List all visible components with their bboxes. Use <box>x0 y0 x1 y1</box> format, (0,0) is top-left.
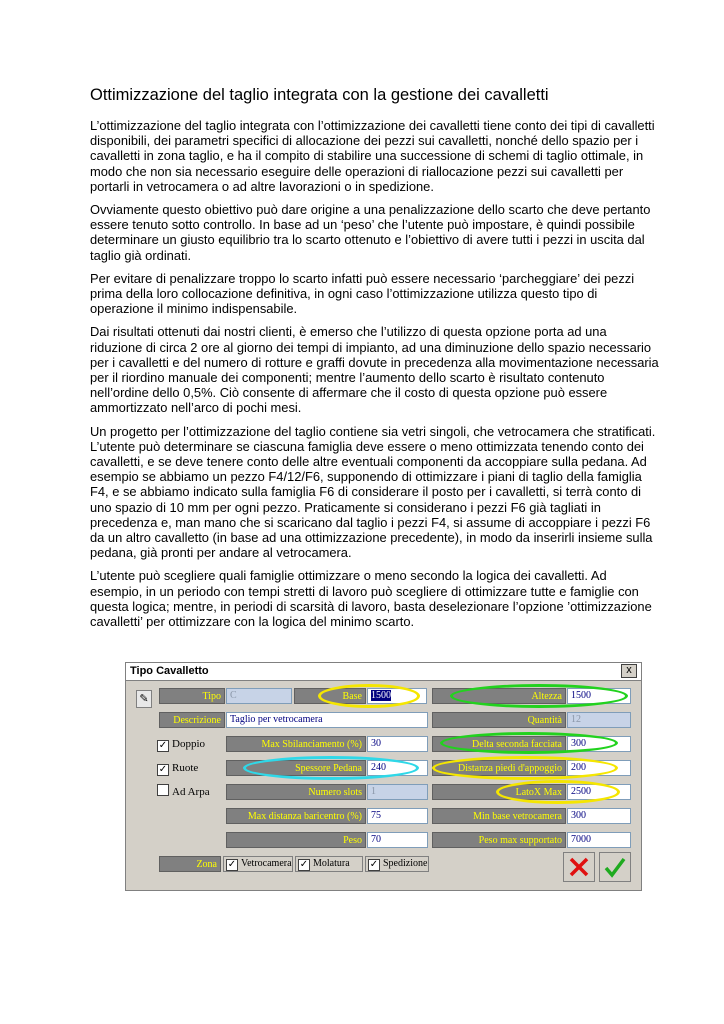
peso-label: Peso <box>226 832 366 848</box>
altezza-label: Altezza <box>432 688 566 704</box>
delta-field[interactable]: 300 <box>567 736 631 752</box>
peso-max-field[interactable]: 7000 <box>567 832 631 848</box>
page-title: Ottimizzazione del taglio integrata con la gestione dei cavalletti <box>90 86 549 104</box>
highlight-ellipse-base <box>318 684 420 708</box>
descrizione-field[interactable]: Taglio per vetrocamera <box>226 712 428 728</box>
ok-button[interactable] <box>599 852 631 882</box>
checkbox-empty-icon <box>157 784 169 796</box>
close-button[interactable]: x <box>621 664 637 678</box>
min-base-field[interactable]: 300 <box>567 808 631 824</box>
highlight-ellipse-delta <box>440 732 618 754</box>
paragraph-3: Per evitare di penalizzare troppo lo scarto infatti può essere necessario ‘parcheggiare’ dei pezzi prima della loro collocazione definitiva, in ogni caso l’ottimizzazione utilizza questo tipo di operazione il minimo indispensabile. <box>90 270 635 317</box>
green-check-icon <box>600 853 630 881</box>
paragraph-4: Dai risultati ottenuti dai nostri clienti, è emerso che l’utilizzo di questa opzione porta ad una riduzione di circa 2 ore al giorno dei tempi di impianto, ad una diminuzione dello spazio necessario per i cavalletti e del numero di rotture e graffi dovute in precedenza alla movimentazione necessaria per il riordino manuale dei componenti; mentre l’aumento dello scarto è risultato contenuto nell’ordine dello 0,5%. Ciò consente di affermare che il costo di questa opzione può essere ammortizzato nell’arco di pochi mesi. <box>90 324 659 416</box>
ad-arpa-label: Ad Arpa <box>172 786 210 798</box>
check-icon: ✓ <box>158 740 168 751</box>
numero-slots-field[interactable]: 1 <box>367 784 428 800</box>
highlight-ellipse-latox <box>496 780 620 804</box>
zona-label: Zona <box>159 856 221 872</box>
vetrocamera-checkbox[interactable] <box>223 856 293 872</box>
paragraph-2: Ovviamente questo obiettivo può dare origine a una penalizzazione dello scarto che deve pertanto essere tenuto sotto controllo. In base ad un ‘peso’ che l’utente può impostare, è quindi possibile determinare un giusto equilibrio tra lo scarto ottenuto e l’obiettivo di avere tutti i pezzi in uscita dal taglio già ordinati. <box>90 202 651 263</box>
base-label: Base <box>294 688 366 704</box>
ruote-label: Ruote <box>172 762 199 774</box>
numero-slots-label: Numero slots <box>226 784 366 800</box>
distanza-piedi-label: Distanza piedi d'appoggio <box>432 760 566 776</box>
ad-arpa-checkbox[interactable] <box>157 784 210 800</box>
doppio-checkbox[interactable] <box>157 736 205 752</box>
vetrocamera-label: Vetrocamera <box>241 858 292 869</box>
paragraph-6: L’utente può scegliere quali famiglie ottimizzare o meno secondo la logica dei cavalletti. Ad esempio, in un periodo con tempi stretti di lavoro può scegliere di ottimizzare tutte e famiglie con questa logica; mentre, in periodi di scarsità di lavoro, basta deselezionare l’opzione ’ottimizzazione cavalletti’ per ottimizzare con la logica del minimo scarto. <box>90 568 652 630</box>
latox-field[interactable]: 2500 <box>567 784 631 800</box>
red-x-icon <box>564 853 594 881</box>
tool-icon[interactable]: ✎ <box>136 690 152 708</box>
max-distanza-field[interactable]: 75 <box>367 808 428 824</box>
check-icon: ✓ <box>299 859 309 870</box>
base-value: 1500 <box>371 690 391 701</box>
altezza-field[interactable]: 1500 <box>567 688 631 704</box>
paragraph-5: Un progetto per l’ottimizzazione del taglio contiene sia vetri singoli, che vetrocamera che stratificati. L’utente può determinare se ciascuna famiglia deve essere o meno ottimizzata tenendo conto dei cavalletti, e se deve tenere conto delle altre eventuali componenti da accoppiare sulla pedana. Ad esempio se abbiamo un pezzo F4/12/F6, supponendo di ottimizzare i piani di taglio della famiglia F4, e se abbiamo indicato sulla famiglia F6 di considerare il posto per i cavalletti, si terrà conto di uno spazio di 10 mm per ogni pezzo. Praticamente si considerano i pezzi F6 già tagliati in precedenza e, man mano che si scaricano dal taglio i pezzi F4, si assume di accoppiare i pezzi F6 da un altro cavalletto (in base ad una ottimizzazione precedente), in modo da inserirli insieme sulla pedana, già pronti per andare al vetrocamera. <box>90 423 656 561</box>
highlight-ellipse-spessore <box>243 756 419 780</box>
peso-field[interactable]: 70 <box>367 832 428 848</box>
delta-label: Delta seconda facciata <box>432 736 566 752</box>
max-sbilanciamento-label: Max Sbilanciamento (%) <box>226 736 366 752</box>
min-base-label: Min base vetrocamera <box>432 808 566 824</box>
spedizione-checkbox[interactable] <box>365 856 429 872</box>
ruote-checkbox[interactable] <box>157 760 198 776</box>
spessore-field[interactable]: 240 <box>367 760 428 776</box>
doppio-label: Doppio <box>172 738 205 750</box>
tipo-label: Tipo <box>159 688 225 704</box>
check-icon: ✓ <box>227 859 237 870</box>
spedizione-label: Spedizione <box>383 858 428 869</box>
quantita-label: Quantità <box>432 712 566 728</box>
max-sbilanciamento-field[interactable]: 30 <box>367 736 428 752</box>
dialog-title: Tipo Cavalletto <box>130 665 209 677</box>
latox-label: LatoX Max <box>432 784 566 800</box>
cancel-button[interactable] <box>563 852 595 882</box>
distanza-piedi-field[interactable]: 200 <box>567 760 631 776</box>
spessore-label: Spessore Pedana <box>226 760 366 776</box>
max-distanza-label: Max distanza baricentro (%) <box>226 808 366 824</box>
molatura-checkbox[interactable] <box>295 856 363 872</box>
body-text <box>90 118 662 637</box>
molatura-label: Molatura <box>313 858 350 869</box>
highlight-ellipse-altezza <box>450 684 628 708</box>
check-icon: ✓ <box>369 859 379 870</box>
paragraph-1: L’ottimizzazione del taglio integrata con l’ottimizzazione dei cavalletti tiene conto dei tipi di cavalletti disponibili, dei parametri specifici di allocazione dei pezzi sui cavalletti, nonché dello spazio per i cavalletti in zona taglio, e ha il compito di stabilire una successione di schemi di taglio ottimale, in modo che non sia necessario eseguire delle operazioni di riallocazione pezzi sui cavalletti per portarli in vetrocamera o ad altre lavorazioni o in spedizione. <box>90 118 655 194</box>
descrizione-label: Descrizione <box>159 712 225 728</box>
check-icon: ✓ <box>158 764 168 775</box>
dialog-titlebar <box>126 663 641 681</box>
peso-max-label: Peso max supportato <box>432 832 566 848</box>
quantita-field[interactable]: 12 <box>567 712 631 728</box>
tipo-field[interactable]: C <box>226 688 292 704</box>
highlight-ellipse-distanza <box>432 756 618 780</box>
